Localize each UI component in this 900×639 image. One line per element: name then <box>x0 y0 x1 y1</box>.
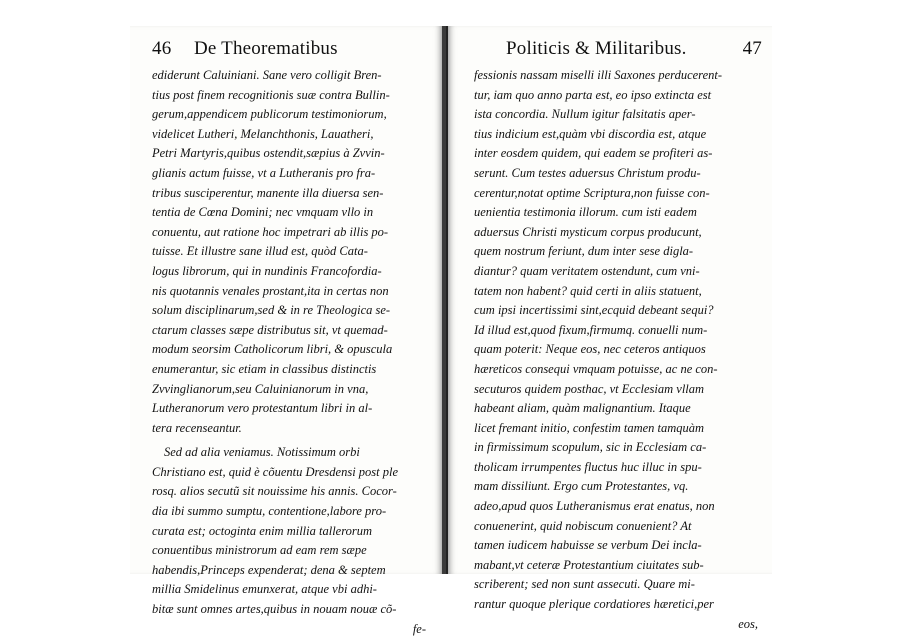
left-running-title: De Theorematibus <box>194 38 338 59</box>
text-line: Lutheranorum vero protestantum libri in al- <box>152 401 373 416</box>
text-line: tius indicium est,quàm vbi discordia est, atque <box>474 126 707 141</box>
text-line: Sed ad alia veniamus. Notissimum orbi <box>164 445 360 460</box>
text-line: ista concordia. Nullum igitur falsitatis aper- <box>474 107 696 122</box>
text-line: mam dissiliunt. Ergo cum Protestantes, vq. <box>474 479 689 494</box>
text-line: conuenerint, quid nobiscum conuenient? At <box>474 518 692 533</box>
text-line: Zvvinglianorum,seu Caluinianorum in vna, <box>152 381 369 396</box>
text-line: dia ibi summo sumptu, contentione,labore pro- <box>152 504 387 519</box>
text-line: quem nostrum feriunt, dum inter sese digla- <box>474 244 694 259</box>
text-line: videlicet Lutheri, Melanchthonis, Lauatheri, <box>152 126 374 141</box>
text-line: millia Smidelinus emunxerat, atque vbi adhi- <box>152 582 377 597</box>
text-line: ediderunt Caluiniani. Sane vero colligit Bren- <box>152 68 382 82</box>
text-line: tatem non habent? quid certi in aliis statuent, <box>474 283 702 298</box>
text-line: cerentur,notat optime Scriptura,non fuisse con- <box>474 185 710 200</box>
text-line: quam poterit: Neque eos, nec ceteros antiquos <box>474 342 706 357</box>
right-page-text <box>474 66 764 634</box>
text-line: adeo,apud quos Lutheranismus erat enatus, non <box>474 499 715 514</box>
text-line: tera recenseantur. <box>152 420 242 435</box>
text-line: fessionis nassam miselli illi Saxones perducerent- <box>474 68 723 82</box>
text-line: habeant aliam, quàm malignantium. Itaque <box>474 401 691 416</box>
text-line: logus librorum, qui in nundinis Francofordia- <box>152 263 382 278</box>
text-line: rosq. alios secutũ sit nouissime his annis. Cocor- <box>152 484 397 499</box>
text-line: secuturos quidem posthac, vt Ecclesiam vllam <box>474 381 705 396</box>
text-line: tamen iudicem habuisse se verbum Dei incla- <box>474 538 702 553</box>
right-running-title: Politicis & Militaribus. <box>506 38 687 59</box>
left-page-text <box>152 66 432 639</box>
text-line: Petri Martyris,quibus ostendit,sæpius à Zvvin- <box>152 146 385 161</box>
text-line: ctarum classes sæpe distributus sit, vt quemad- <box>152 322 388 337</box>
text-line: solum disciplinarum,sed & in re Theologica se- <box>152 303 391 318</box>
right-page-header <box>506 38 762 60</box>
catchword: eos, <box>738 616 758 631</box>
text-line: conuentu, aut ratione hoc impetrari ab illis po- <box>152 224 389 239</box>
text-line: tius post finem recognitionis suæ contra Bullin- <box>152 87 390 102</box>
text-line: conuentibus ministrorum ad eam rem sæpe <box>152 543 367 558</box>
text-line: gerum,appendicem publicorum testimoniorum, <box>152 107 387 122</box>
text-line: bitæ sunt omnes artes,quibus in nouam nouæ cõ- <box>152 602 397 617</box>
text-line: aduersus Christi mysticum corpus producunt, <box>474 224 702 239</box>
text-line: serunt. Cum testes aduersus Christum produ- <box>474 165 701 180</box>
book-spread <box>130 26 770 636</box>
right-page <box>446 26 772 631</box>
text-line: modum seorsim Catholicorum libri, & opuscula <box>152 342 393 357</box>
text-line: tholicam irrumpentes fluctus huc illuc in spu- <box>474 459 702 474</box>
right-page-number: 47 <box>742 38 762 59</box>
text-line: habendis,Princeps expenderat; dena & septem <box>152 562 386 577</box>
left-page-header <box>152 38 428 60</box>
text-line: Id illud est,quod fixum,firmumq. conuelli num- <box>474 322 708 337</box>
text-line: hæreticos consequi vmquam potuisse, ac ne con- <box>474 361 718 376</box>
text-line: tuisse. Et illustre sane illud est, quòd Cata- <box>152 244 368 259</box>
text-line: uenientia testimonia illorum. cum isti eadem <box>474 205 697 220</box>
text-line: diantur? quam veritatem ostendunt, cum vni- <box>474 263 700 278</box>
text-line: tentia de Cœna Domini; nec vmquam vllo in <box>152 205 374 220</box>
text-line: licet fremant initio, confestim tamen tamquàm <box>474 420 705 435</box>
text-line: mabant,vt ceteræ Protestantium ciuitates sub- <box>474 557 704 572</box>
text-line: enumerantur, sic etiam in classibus distinctis <box>152 361 377 376</box>
text-line: scriberent; sed non sunt assecuti. Quare mi- <box>474 577 695 592</box>
text-line: Christiano est, quid è cõuentu Dresdensi post ple <box>152 464 399 479</box>
text-line: in firmissimum scopulum, sic in Ecclesiam ca- <box>474 440 707 455</box>
catchword: fe- <box>412 621 426 636</box>
text-line: nis quotannis venales prostant,ita in certas non <box>152 283 389 298</box>
text-line: rantur quoque plerique cordatiores hæretici,per <box>474 597 714 612</box>
text-line: glianis actum fuisse, vt a Lutheranis pro fra- <box>152 165 376 180</box>
left-page <box>130 26 444 636</box>
text-line: tribus susciperentur, manente illa diuersa sen- <box>152 185 384 200</box>
text-line: inter eosdem quidem, qui eadem se profiteri as- <box>474 146 713 161</box>
left-page-number: 46 <box>152 38 172 59</box>
text-line: tur, iam quo anno parta est, eo ipso extincta est <box>474 87 712 102</box>
text-line: cum ipsi incertissimi sint,ecquid debeant sequi? <box>474 303 714 318</box>
text-line: curata est; octoginta enim millia tallerorum <box>152 523 373 538</box>
